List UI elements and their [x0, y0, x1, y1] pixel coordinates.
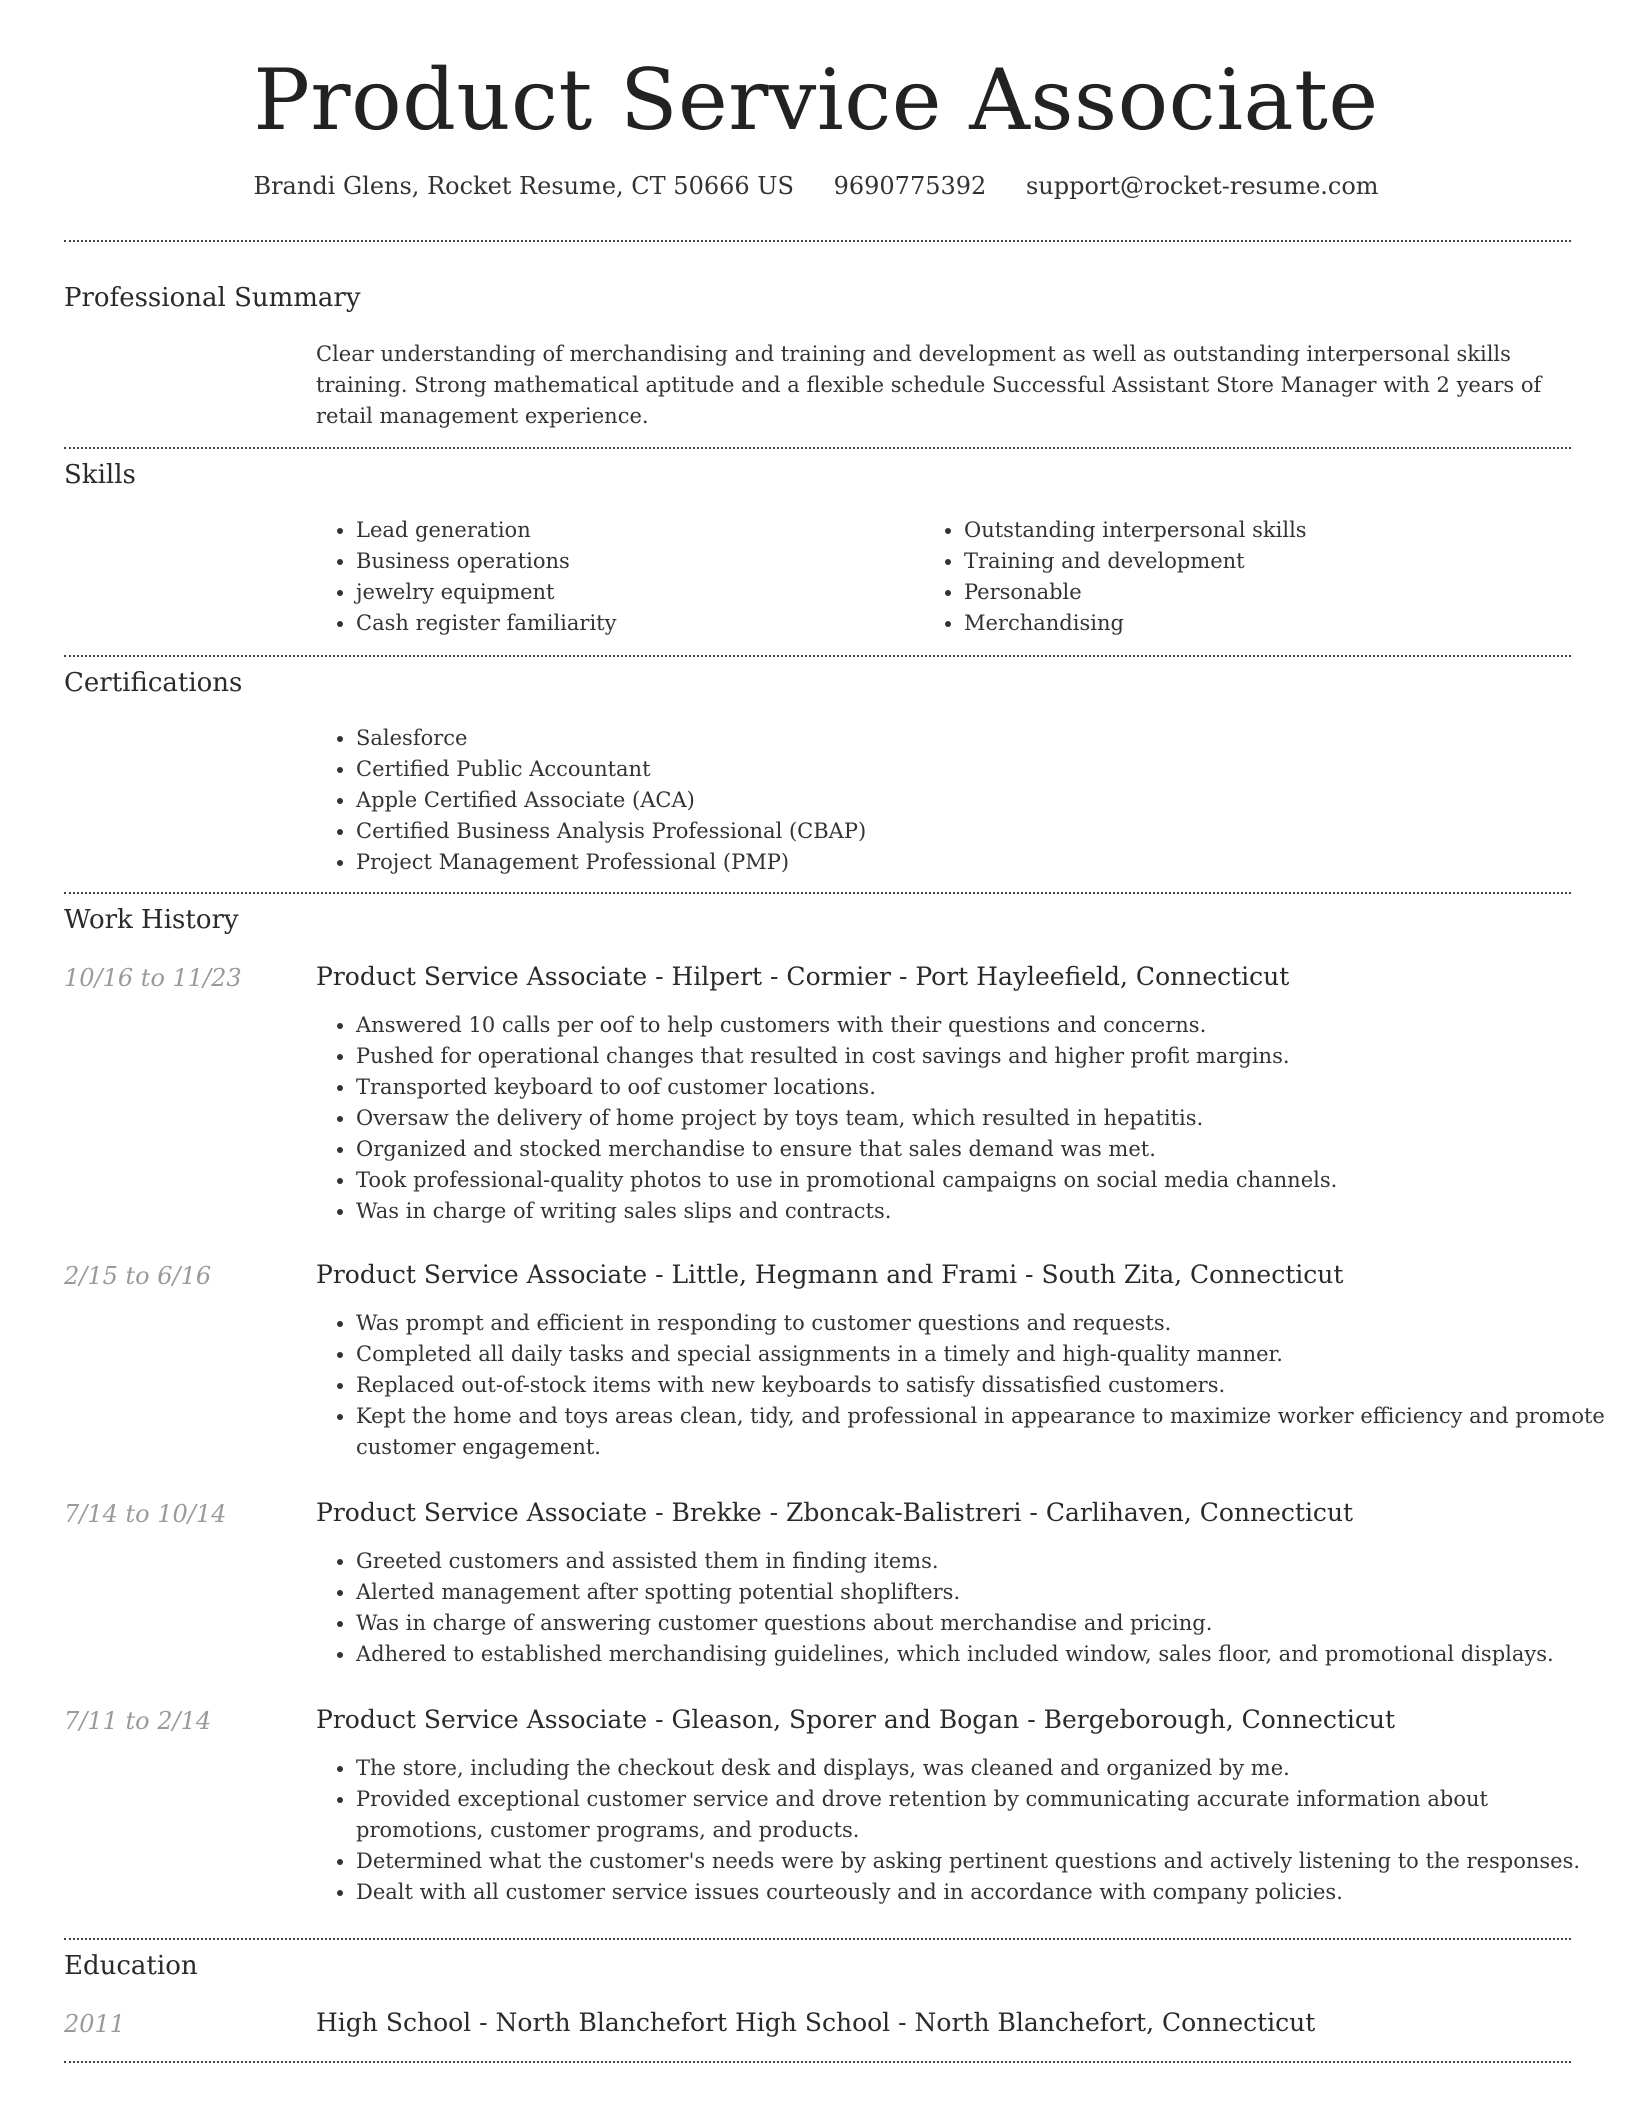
skill-item: • Business operations — [356, 546, 916, 577]
job-bullets — [312, 1546, 1616, 1670]
job-bullet: • Transported keyboard to oof customer locations. — [356, 1072, 1616, 1103]
skill-item: • Cash register familiarity — [356, 608, 916, 639]
contact-phone: 9690775392 — [833, 172, 987, 200]
skill-item: • Merchandising — [964, 608, 1564, 639]
job-bullet: • Completed all daily tasks and special assignments in a timely and high-quality manner. — [356, 1339, 1616, 1370]
divider — [64, 1938, 1571, 1940]
job-title: Product Service Associate - Little, Hegmann and Frami - South Zita, Connecticut — [316, 1260, 1344, 1289]
job-bullet: • Took professional-quality photos to use in promotional campaigns on social media channels. — [356, 1165, 1616, 1196]
job-bullet: • Adhered to established merchandising guidelines, which included window, sales floor, and promotional displays. — [356, 1639, 1616, 1670]
certification-item: • Project Management Professional (PMP) — [356, 847, 1556, 878]
job-title: Product Service Associate - Hilpert - Cormier - Port Hayleefield, Connecticut — [316, 962, 1290, 991]
certification-item: • Certified Business Analysis Professional (CBAP) — [356, 816, 1556, 847]
certification-item: • Apple Certified Associate (ACA) — [356, 785, 1556, 816]
job-dates: 2/15 to 6/16 — [64, 1262, 212, 1290]
contact-address: Brandi Glens, Rocket Resume, CT 50666 US — [253, 172, 794, 200]
job-bullets — [312, 1308, 1616, 1463]
job-dates: 10/16 to 11/23 — [64, 964, 242, 992]
job-bullet: • Was prompt and efficient in responding to customer questions and requests. — [356, 1308, 1616, 1339]
job-bullet: • Organized and stocked merchandise to ensure that sales demand was met. — [356, 1134, 1616, 1165]
page-title: Product Service Associate — [253, 51, 1379, 149]
certification-item: • Certified Public Accountant — [356, 754, 1556, 785]
skills-list-right — [920, 515, 1564, 639]
summary-text: Clear understanding of merchandising and training and development as well as outstanding interpersonal skills training. Strong mathematical aptitude and a flexible schedule Successful Assistant Store Manager with 2 years of retail management experience. — [316, 342, 1542, 428]
job-bullets — [312, 1010, 1616, 1227]
job-dates: 7/14 to 10/14 — [64, 1500, 227, 1528]
job-bullet: • Dealt with all customer service issues courteously and in accordance with company policies. — [356, 1877, 1616, 1908]
job-bullet: • Kept the home and toys areas clean, tidy, and professional in appearance to maximize worker efficiency and promote customer engagement. — [356, 1401, 1616, 1463]
divider — [64, 655, 1571, 657]
job-bullet: • Greeted customers and assisted them in finding items. — [356, 1546, 1616, 1577]
skill-item: • Lead generation — [356, 515, 916, 546]
job-dates: 7/11 to 2/14 — [64, 1707, 212, 1735]
section-heading-education: Education — [64, 1951, 198, 1981]
certification-item: • Salesforce — [356, 723, 1556, 754]
contact-email: support@rocket-resume.com — [1025, 172, 1379, 200]
divider — [64, 447, 1571, 449]
job-bullet: • Was in charge of answering customer questions about merchandise and pricing. — [356, 1608, 1616, 1639]
certifications-list — [312, 723, 1556, 878]
skill-item: • Outstanding interpersonal skills — [964, 515, 1564, 546]
section-heading-work-history: Work History — [64, 905, 239, 935]
skill-item: • jewelry equipment — [356, 577, 916, 608]
divider — [64, 892, 1571, 894]
divider — [64, 2061, 1571, 2063]
contact-line — [0, 170, 1632, 202]
skills-list-left — [312, 515, 916, 639]
job-bullet: • Replaced out-of-stock items with new keyboards to satisfy dissatisfied customers. — [356, 1370, 1616, 1401]
job-bullet: • Pushed for operational changes that resulted in cost savings and higher profit margins. — [356, 1041, 1616, 1072]
job-bullet: • Oversaw the delivery of home project by toys team, which resulted in hepatitis. — [356, 1103, 1616, 1134]
job-bullets — [312, 1753, 1616, 1908]
section-heading-summary: Professional Summary — [64, 283, 361, 313]
section-heading-skills: Skills — [64, 460, 136, 490]
divider — [64, 240, 1571, 242]
skill-item: • Training and development — [964, 546, 1564, 577]
education-year: 2011 — [64, 2010, 126, 2038]
job-bullet: • Alerted management after spotting potential shoplifters. — [356, 1577, 1616, 1608]
job-bullet: • The store, including the checkout desk and displays, was cleaned and organized by me. — [356, 1753, 1616, 1784]
job-bullet: • Provided exceptional customer service and drove retention by communicating accurate information about promotions, customer programs, and products. — [356, 1784, 1616, 1846]
education-entry: High School - North Blanchefort High School - North Blanchefort, Connecticut — [316, 2008, 1316, 2037]
job-title: Product Service Associate - Gleason, Sporer and Bogan - Bergeborough, Connecticut — [316, 1705, 1396, 1734]
skill-item: • Personable — [964, 577, 1564, 608]
job-bullet: • Answered 10 calls per oof to help customers with their questions and concerns. — [356, 1010, 1616, 1041]
job-bullet: • Was in charge of writing sales slips and contracts. — [356, 1196, 1616, 1227]
job-bullet: • Determined what the customer's needs were by asking pertinent questions and actively listening to the responses. — [356, 1846, 1616, 1877]
section-heading-certifications: Certifications — [64, 668, 243, 698]
job-title: Product Service Associate - Brekke - Zboncak-Balistreri - Carlihaven, Connecticut — [316, 1498, 1354, 1527]
